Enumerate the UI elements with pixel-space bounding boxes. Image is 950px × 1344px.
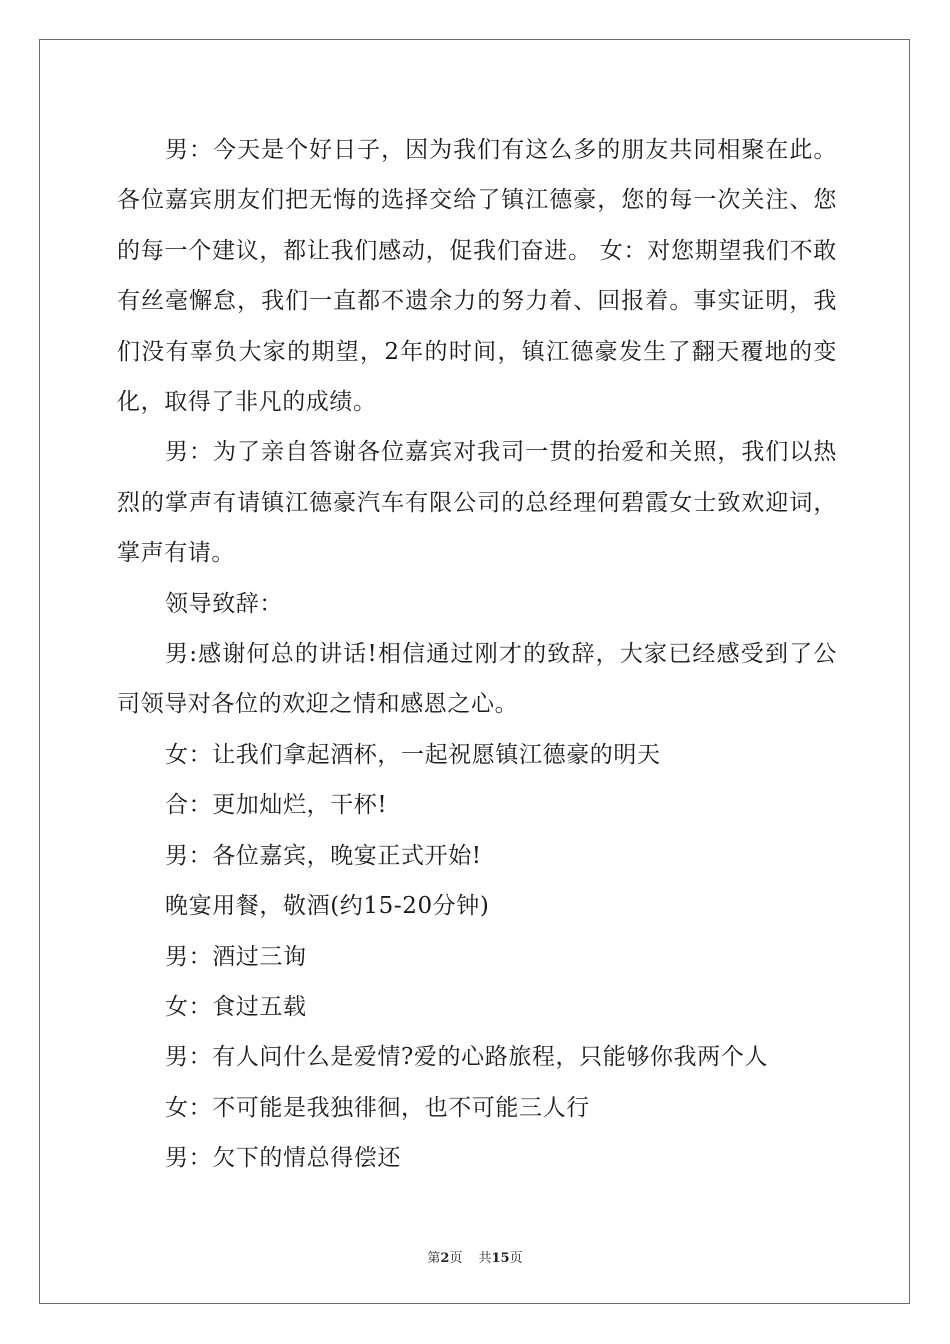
- paragraph: 晚宴用餐，敬酒(约15-20分钟): [165, 893, 490, 920]
- page-number: 第2页: [427, 1251, 463, 1266]
- paragraph: 男：欠下的情总得偿还: [165, 1145, 401, 1172]
- page-footer: [0, 1247, 950, 1266]
- paragraph: 男：今天是个好日子，因为我们有这么多的朋友共同相聚在此。各位嘉宾朋友们把无悔的选择交给了镇江德豪，您的每一次关注、您的每一个建议，都让我们感动，促我们奋进。 女：对您期望我们不敢有丝毫懈怠，我们一直都不遗余力的努力着、回报着。事实证明，我们没有辜负大家的期望，2年的时间，镇江德豪发生了翻天覆地的变化，取得了非凡的成绩。: [117, 137, 837, 416]
- paragraph: 女：让我们拿起酒杯，一起祝愿镇江德豪的明天: [165, 741, 661, 768]
- paragraph: 男：为了亲自答谢各位嘉宾对我司一贯的抬爱和关照，我们以热烈的掌声有请镇江德豪汽车有限公司的总经理何碧霞女士致欢迎词，掌声有请。: [117, 439, 837, 567]
- paragraph: 合：更加灿烂，干杯!: [165, 792, 388, 819]
- paragraph: 女：食过五载: [165, 993, 307, 1020]
- paragraph: 女：不可能是我独徘徊，也不可能三人行: [165, 1094, 590, 1121]
- paragraph: 领导致辞：: [165, 590, 283, 617]
- paragraph: 男：酒过三询: [165, 943, 307, 970]
- paragraph: 男：有人问什么是爱情?爱的心路旅程，只能够你我两个人: [165, 1044, 768, 1071]
- paragraph: 男：各位嘉宾，晚宴正式开始!: [165, 842, 482, 869]
- document-body: [117, 125, 837, 1184]
- page-total: 共15页: [478, 1251, 523, 1266]
- paragraph: 男:感谢何总的讲话!相信通过刚才的致辞，大家已经感受到了公司领导对各位的欢迎之情和感恩之心。: [117, 641, 837, 718]
